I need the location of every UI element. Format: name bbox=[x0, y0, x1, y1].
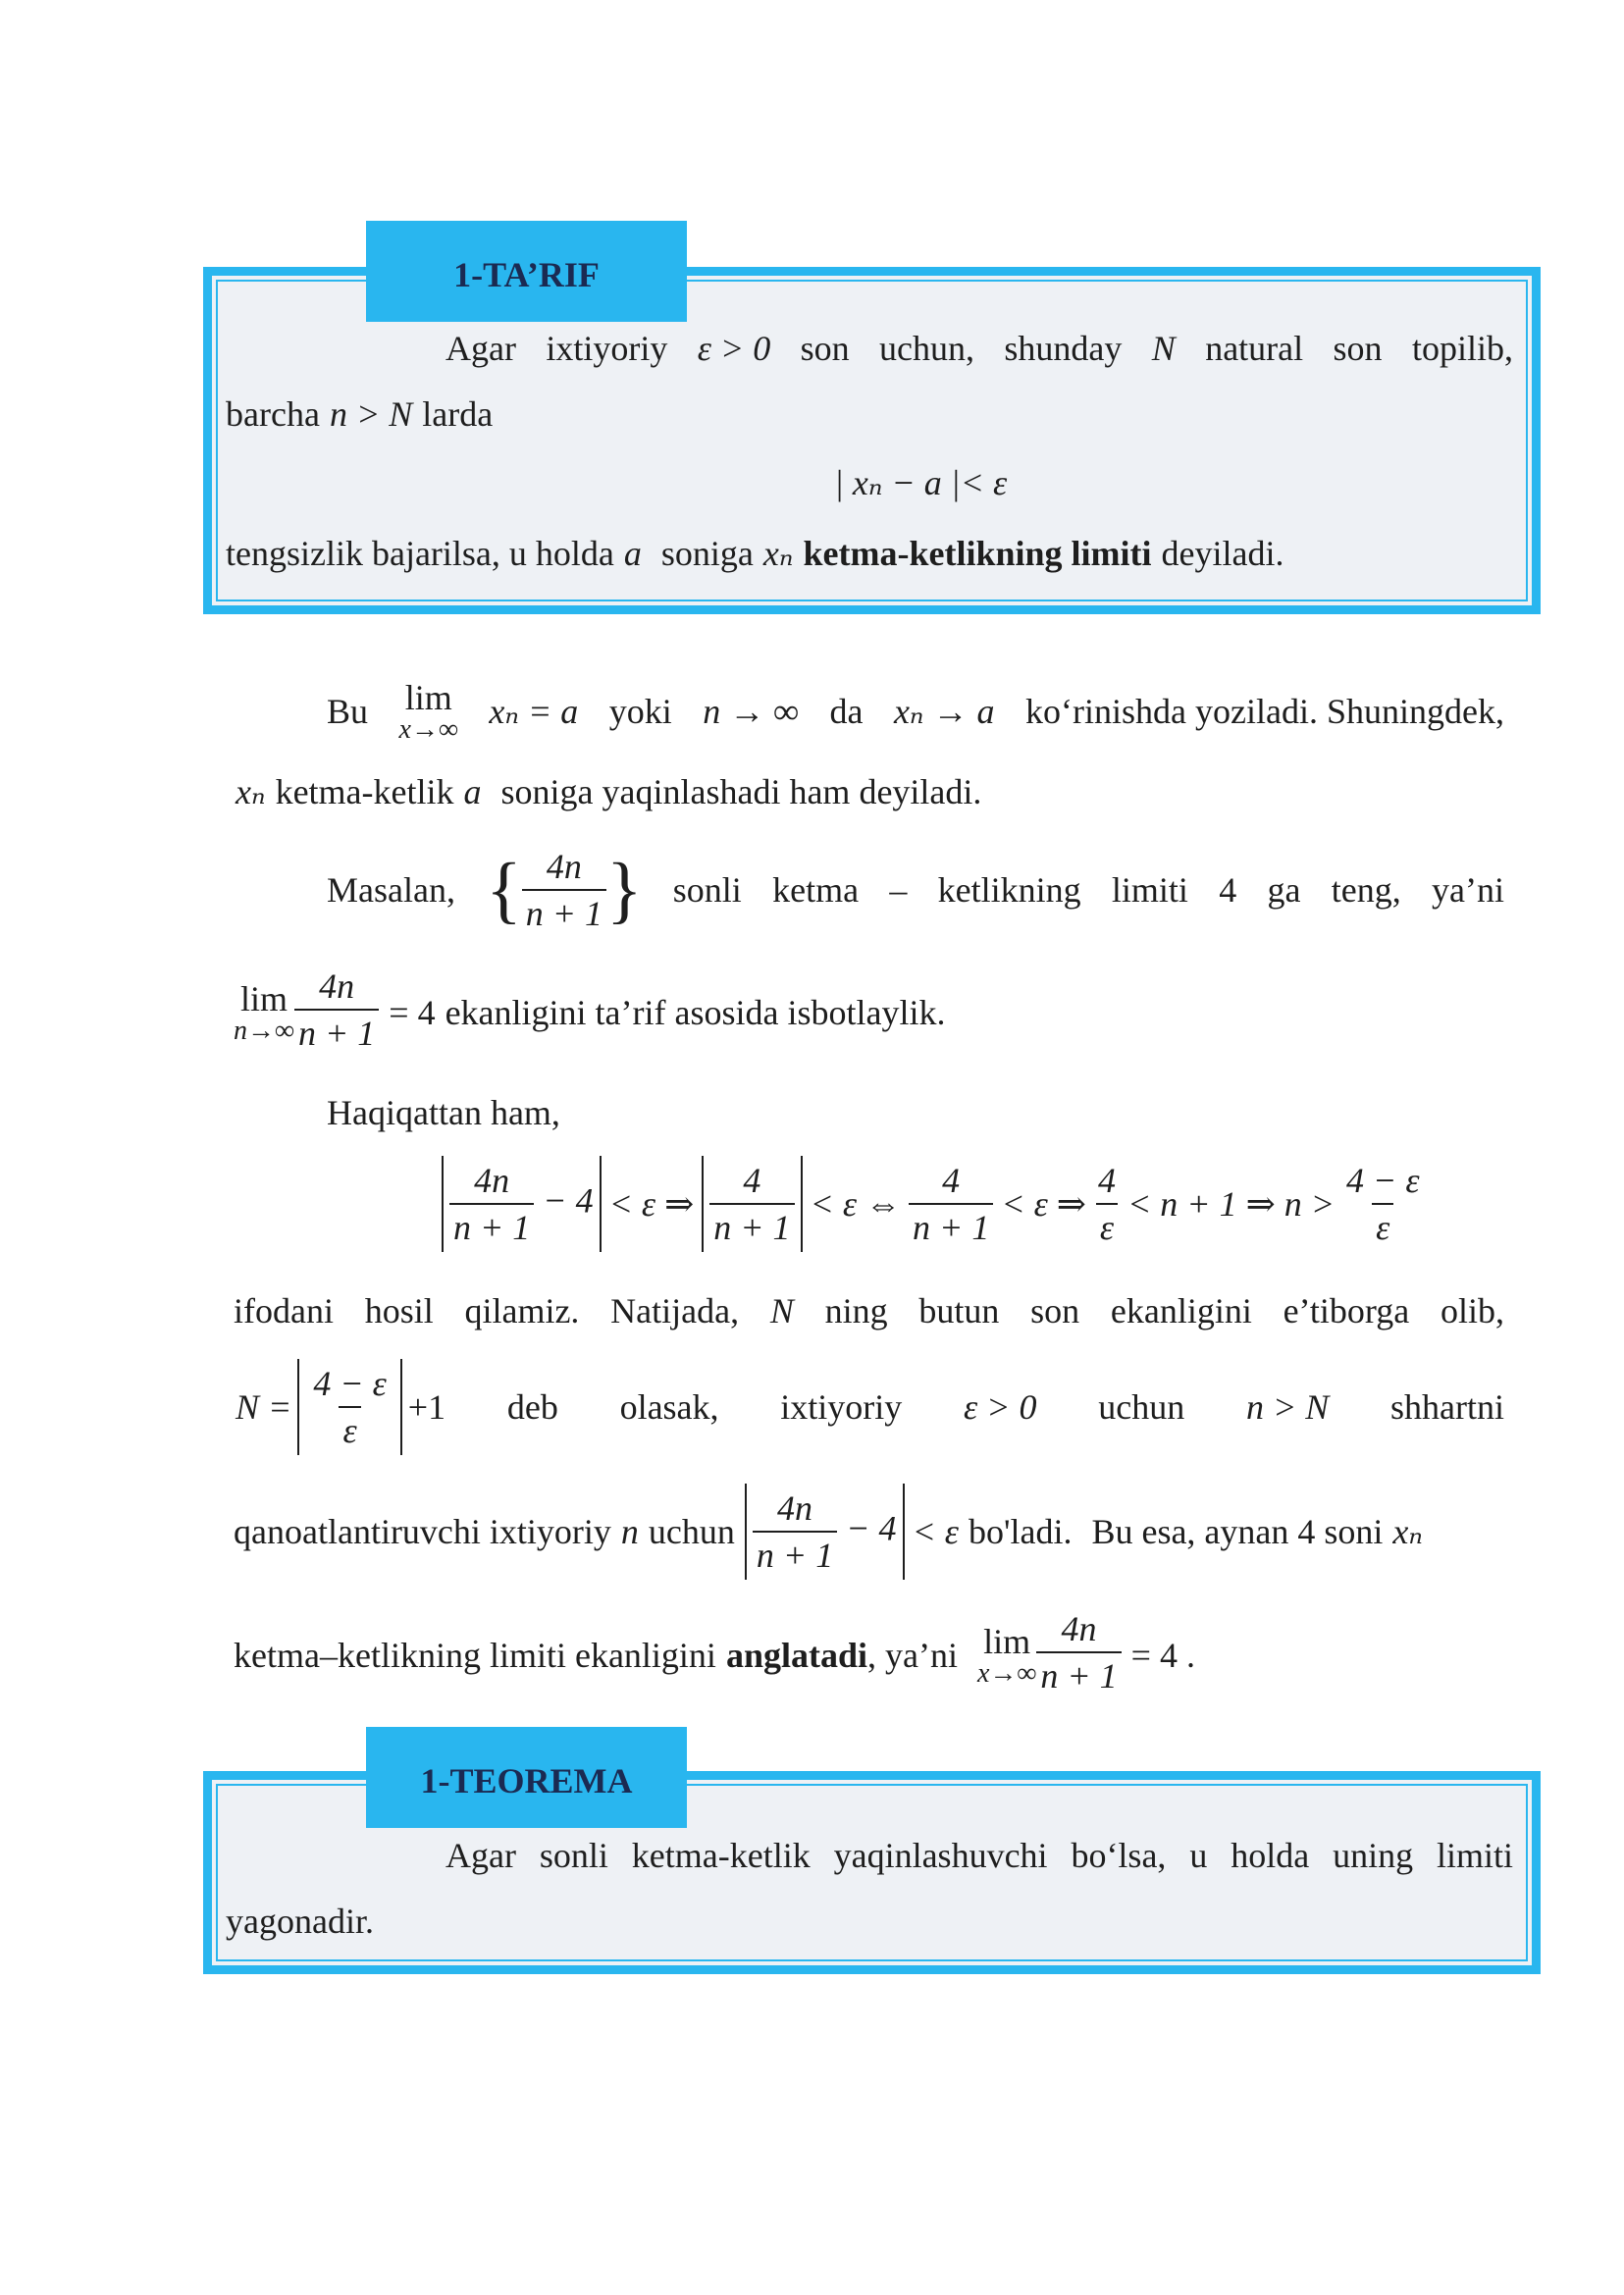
definition-line1-word: ε > 0 bbox=[697, 329, 771, 368]
para2-limit: lim n→∞ bbox=[234, 979, 294, 1046]
para3-limit: lim x→∞ bbox=[976, 1622, 1037, 1689]
definition-deyiladi: deyiladi. bbox=[1161, 534, 1284, 573]
para3-line2-word: shhartni bbox=[1389, 1387, 1504, 1427]
para3-line2-word: ixtiyoriy bbox=[780, 1387, 903, 1427]
para3-line2-word: ε > 0 bbox=[964, 1387, 1037, 1427]
para2-line-1 bbox=[327, 846, 1504, 934]
para3-lt-eps: < ε bbox=[912, 1512, 959, 1551]
theorem-line1-word: limiti bbox=[1436, 1836, 1513, 1875]
para1-bu: Bu bbox=[327, 692, 369, 731]
proof-op-2: < ε ⇔ bbox=[810, 1184, 902, 1224]
proof-op-4: < n + 1 ⇒ n > bbox=[1126, 1184, 1336, 1224]
definition-line1-word: son bbox=[1333, 329, 1383, 368]
theorem-tab bbox=[366, 1727, 687, 1828]
proof-op-3: < ε ⇒ bbox=[1001, 1184, 1086, 1224]
definition-line-1 bbox=[445, 328, 1513, 369]
para3-line2-word: n > N bbox=[1245, 1387, 1330, 1427]
para2-seq-frac: $\frac{4n}{n + 1}$ bbox=[522, 846, 606, 934]
para3-abs: $\frac{4n}{n + 1}$ − 4 bbox=[745, 1484, 905, 1580]
para3-line1-word: butun bbox=[918, 1291, 1000, 1330]
theorem-tab-label: 1-TEOREMA bbox=[420, 1761, 633, 1800]
theorem-line1-word: Agar bbox=[445, 1836, 516, 1875]
para2-line1-word: teng, bbox=[1331, 870, 1401, 910]
para1-soniga: soniga yaqinlashadi ham deyiladi. bbox=[500, 772, 982, 811]
para3-line1-word: qilamiz. bbox=[464, 1291, 580, 1330]
para1-ketma-ketlik: ketma-ketlik bbox=[275, 772, 454, 811]
definition-tab bbox=[366, 221, 687, 322]
definition-line1-word: topilib, bbox=[1411, 329, 1513, 368]
para1-yoki: yoki bbox=[608, 692, 672, 731]
para1-expr: xₙ = a bbox=[489, 692, 579, 731]
theorem-line1-word: uning bbox=[1333, 1836, 1414, 1875]
para3-uchun: uchun bbox=[648, 1512, 735, 1551]
theorem-line-2: yagonadir. bbox=[226, 1902, 374, 1941]
definition-line-4 bbox=[226, 533, 1283, 574]
para2-line1-word: ga bbox=[1267, 870, 1301, 910]
para2-line1-word: sonli bbox=[672, 870, 742, 910]
para3-line1-word: ekanligini bbox=[1110, 1291, 1252, 1330]
definition-line1-word: ixtiyoriy bbox=[546, 329, 668, 368]
para2-rest: ekanligini ta’rif asosida isbotlaylik. bbox=[445, 993, 946, 1032]
proof-frac-1: $\frac{4n}{n + 1}$ bbox=[449, 1160, 534, 1248]
para3-line1-word: ning bbox=[824, 1291, 888, 1330]
definition-line1-word: uchun, bbox=[879, 329, 975, 368]
para3-line1-word: ifodani bbox=[234, 1291, 334, 1330]
para3-N-def: N = $\frac{4 - \varepsilon}{\varepsilon}$ +1 bbox=[236, 1359, 445, 1455]
para3-qanoat: qanoatlantiruvchi ixtiyoriy bbox=[234, 1512, 611, 1551]
definition-line1-word: N bbox=[1151, 329, 1176, 368]
proof-frac-5: $\frac{4 - \varepsilon}{\varepsilon}$ bbox=[1346, 1161, 1420, 1247]
proof-abs-2 bbox=[702, 1156, 802, 1252]
theorem-line1-word: u bbox=[1189, 1836, 1208, 1875]
para1-line-1 bbox=[327, 677, 1504, 746]
definition-n-gt-N: n > N bbox=[329, 394, 413, 434]
para3-n: n bbox=[620, 1512, 639, 1551]
proof-frac-2: $\frac{4}{n + 1}$ bbox=[709, 1160, 794, 1248]
definition-barcha: barcha bbox=[226, 394, 320, 434]
para3-boladi: bo'ladi. bbox=[968, 1512, 1073, 1551]
para3-anglatadi: anglatadi bbox=[725, 1636, 867, 1675]
para1-n-to-inf: n → ∞ bbox=[703, 692, 799, 731]
definition-inequality: | xₙ − a |< ε bbox=[834, 463, 1008, 502]
para3-bu-esa: Bu esa, aynan 4 soni bbox=[1091, 1512, 1384, 1551]
para3-line2-word: olasak, bbox=[619, 1387, 719, 1427]
para3-bracket: $\frac{4 - \varepsilon}{\varepsilon}$ bbox=[297, 1359, 401, 1455]
theorem-line1-word: sonli bbox=[539, 1836, 608, 1875]
theorem-line1-word: bo‘lsa, bbox=[1071, 1836, 1167, 1875]
para3-xn: xₙ bbox=[1392, 1512, 1423, 1551]
definition-xn: xₙ bbox=[762, 534, 794, 573]
para3-line1-word: N bbox=[769, 1291, 794, 1330]
definition-line-2 bbox=[226, 393, 493, 435]
para2-eq-4: = 4 bbox=[389, 993, 436, 1032]
proof-op-1: < ε ⇒ bbox=[608, 1184, 695, 1224]
definition-line1-word: son bbox=[800, 329, 850, 368]
para1-da: da bbox=[829, 692, 864, 731]
para2-line-2 bbox=[234, 966, 946, 1054]
para2-line1-word: 4 bbox=[1219, 870, 1237, 910]
para2-line1-word: – bbox=[889, 870, 908, 910]
para2-masalan: Masalan, bbox=[327, 870, 455, 910]
para2-brace-frac: { $\frac{4n}{n + 1}$ } bbox=[486, 847, 643, 933]
theorem-line1-word: ketma-ketlik bbox=[631, 1836, 811, 1875]
para2-line1-word: ketma bbox=[772, 870, 860, 910]
para3-line2-word: uchun bbox=[1098, 1387, 1185, 1427]
para3-line-2 bbox=[236, 1359, 1504, 1455]
para3-line2-word: deb bbox=[506, 1387, 558, 1427]
definition-line1-word: natural bbox=[1205, 329, 1304, 368]
para3-limit-frac: $\frac{4n}{n + 1}$ bbox=[1036, 1608, 1121, 1696]
para2-line1-word: limiti bbox=[1111, 870, 1188, 910]
para1-limit: lim x→∞ bbox=[398, 678, 458, 745]
theorem-line1-word: holda bbox=[1231, 1836, 1310, 1875]
para1-rest: ko‘rinishda yoziladi. Shuningdek, bbox=[1025, 692, 1504, 731]
definition-line4-text: tengsizlik bajarilsa, u holda bbox=[226, 534, 614, 573]
para3-line1-word: son bbox=[1030, 1291, 1080, 1330]
theorem-line1-word: yaqinlashuvchi bbox=[833, 1836, 1048, 1875]
para2-limit-frac: $\frac{4n}{n + 1}$ bbox=[294, 965, 379, 1054]
para1-var-a: a bbox=[463, 772, 482, 811]
para3-line-1 bbox=[234, 1290, 1504, 1331]
para3-line1-word: hosil bbox=[364, 1291, 434, 1330]
para3-line1-word: e’tiborga bbox=[1283, 1291, 1410, 1330]
para1-xn: xₙ bbox=[236, 772, 266, 811]
para3-eq-4: = 4 . bbox=[1130, 1636, 1195, 1675]
para3-yani: , ya’ni bbox=[866, 1636, 958, 1675]
proof-frac-3: $\frac{4}{n + 1}$ bbox=[909, 1160, 993, 1248]
definition-line1-word: shunday bbox=[1004, 329, 1123, 368]
para2-line1-word: ketlikning bbox=[937, 870, 1081, 910]
proof-intro: Haqiqattan ham, bbox=[327, 1093, 560, 1132]
theorem-line-1 bbox=[445, 1835, 1513, 1876]
definition-line1-word: Agar bbox=[445, 329, 516, 368]
para3-line1-word: olib, bbox=[1440, 1291, 1504, 1330]
para3-line-3 bbox=[234, 1484, 1423, 1580]
definition-tab-label: 1-TA’RIF bbox=[453, 255, 600, 294]
para3-conclusion-a: ketma–ketlikning limiti ekanligini bbox=[234, 1636, 716, 1675]
para2-line1-word: ya’ni bbox=[1432, 870, 1504, 910]
proof-chain bbox=[442, 1156, 1424, 1252]
definition-soniga: soniga bbox=[660, 534, 754, 573]
proof-abs-1: $\frac{4n}{n + 1}$ − 4 bbox=[442, 1156, 602, 1252]
proof-frac-4: $\frac{4}{\varepsilon}$ bbox=[1094, 1160, 1120, 1248]
definition-var-a: a bbox=[623, 534, 642, 573]
para1-xn-to-a: xₙ → a bbox=[893, 692, 995, 731]
definition-larda: larda bbox=[422, 394, 494, 434]
definition-bold-term: ketma-ketlikning limiti bbox=[803, 534, 1152, 573]
para3-line-4 bbox=[234, 1609, 1195, 1696]
para3-line1-word: Natijada, bbox=[610, 1291, 740, 1330]
para1-line-2 bbox=[236, 771, 981, 812]
